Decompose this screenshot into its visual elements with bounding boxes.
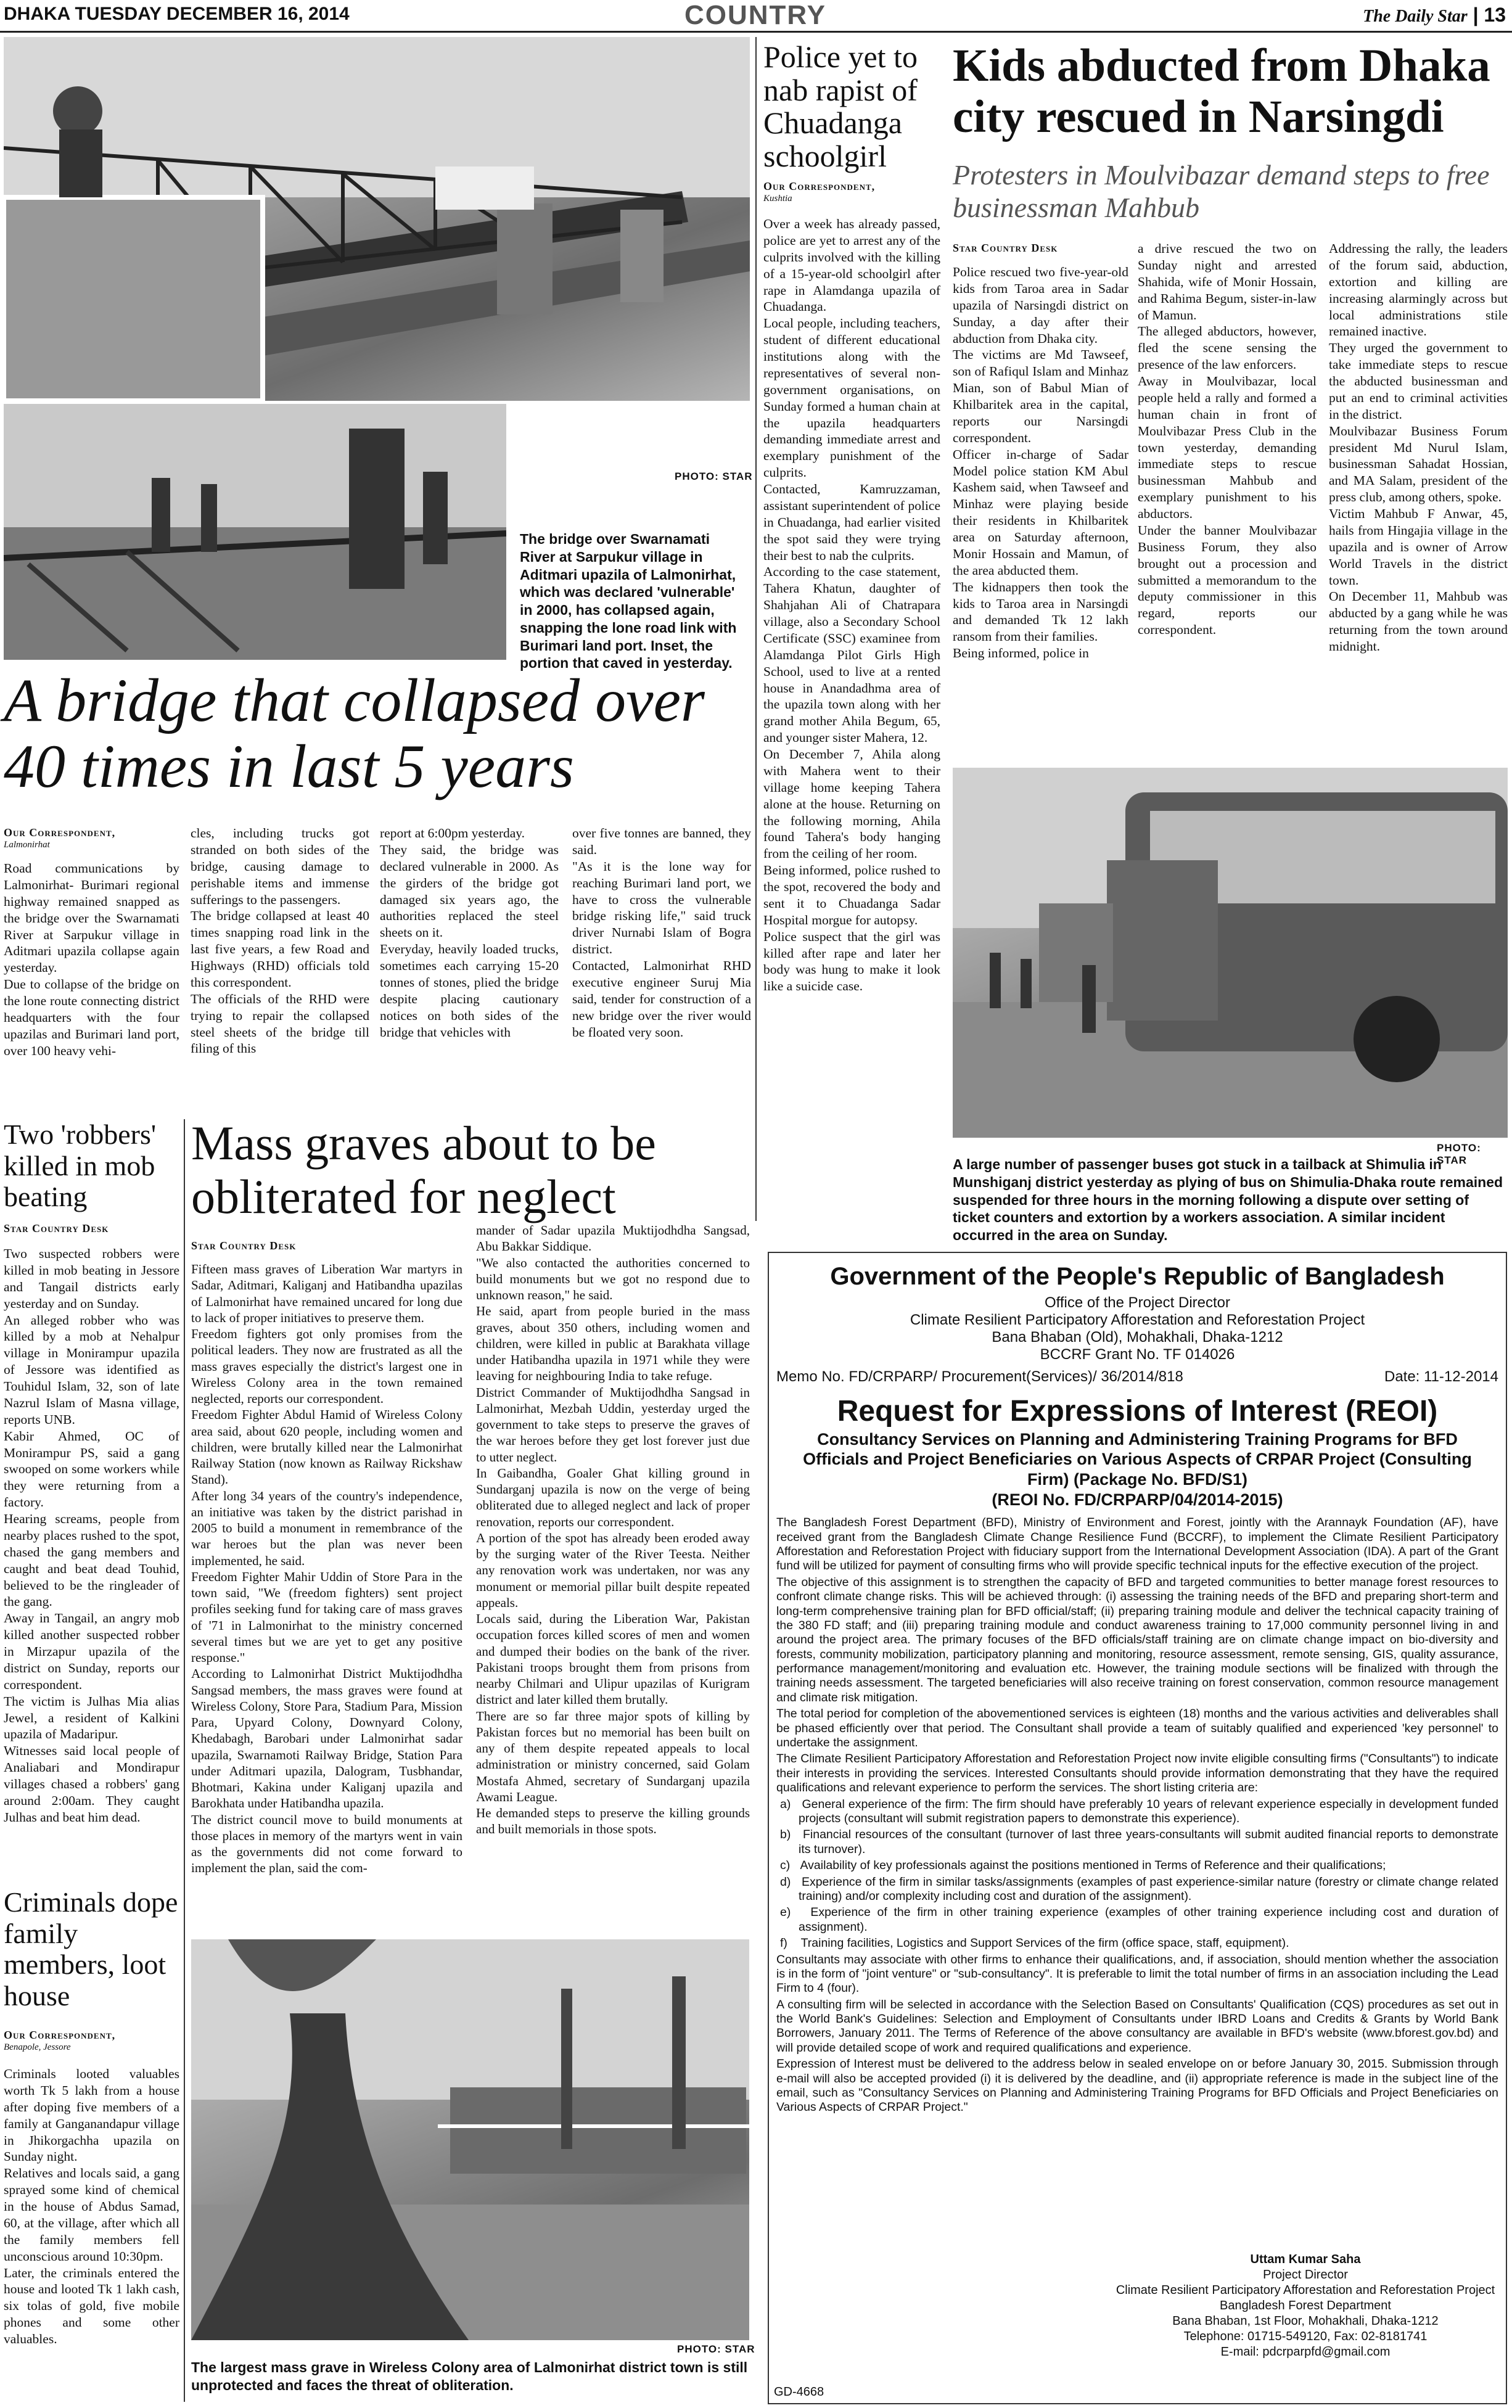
graves-headline: Mass graves about to be obliterated for neglect bbox=[191, 1116, 656, 1224]
rapist-headline: Police yet to nab rapist of Chuadanga schoolgirl bbox=[763, 39, 918, 173]
ad-reoi-number: (REOI No. FD/CRPARP/04/2014-2015) bbox=[992, 1490, 1283, 1510]
ad-sign-email: E-mail: pdcrparpfd@gmail.com bbox=[1220, 2345, 1391, 2359]
robbers-byline: Star Country Desk bbox=[4, 1222, 109, 1235]
kids-headline: Kids abducted from Dhaka city rescued in Narsingdi bbox=[953, 40, 1490, 142]
bridge-body-col4: over five tonnes are banned, they said. "As it is the lone way for reaching Burimari land port, we have to cross the vulnerable bridge risking life," said truck driver Nurnabi Islam of Bogra district. Contacted, Lalmonirhat RHD executive engineer Suruj Mia said, tender for construction of a new bridge over the river would be floated very soon. bbox=[572, 826, 751, 1040]
ad-project: Climate Resilient Participatory Afforestation and Reforestation Project bbox=[910, 1312, 1365, 1328]
ad-code: GD-4668 bbox=[774, 2385, 824, 2399]
ad-grant: BCCRF Grant No. TF 014026 bbox=[1040, 1346, 1235, 1363]
graves-body-col2: mander of Sadar upazila Muktijodhdha Sangsad, Abu Bakkar Siddique. "We also contacted the authorities concerned to build monuments but we got no respond due to unknown reason," he said. He said, apart from people buried in the mass graves, about 350 others, including women and children, were killed in public at Barakhata village under Hatibandha upazila in 1971 while they were leaving for neighbouring India to take refuge. District Commander of Muktijodhdha Sangsad in Lalmonirhat, Mezbah Uddin, yesterday urged the government to take steps to preserve the graves of the war heroes before they get lost forever just due to utter neglect. In Gaibandha, Goaler Ghat killing ground in Sundarganj upazila is now on the verge of being obliterated due to alleged neglect and lack of proper renovation, reports our correspondent. A portion of the spot has already been eroded away by the surging water of the River Teesta. Neither any renovation work was undertaken, nor was any monument or memorial pillar built despite repeated appeals. Locals said, during the Liberation War, Pakistan occupation forces killed scores of men and women and dumped their bodies on the bank of the river. Pakistani troops brought them from prisons from nearby Chilmari and Ulipur upazilas of Kurigram district and later killed them brutally. There are so far three major spots of killing by Pakistan forces but no memorial has been built on any of them despite repeated appeals to local administration or ministry concerned, said Golam Mostafa Ahmed, secretary of Sundarganj upazila Awami League. He demanded steps to preserve the killing grounds and built memorials in those spots. bbox=[476, 1223, 750, 1837]
ad-paragraph: A consulting firm will be selected in accordance with the Selection Based on Consultants' Qualification (CQS) procedures as set out in the World Bank's Guidelines: Selection and Employment of Consultants under IBRD Loans and Credits & Grants by World Bank Borrowers, January 2011. The Terms of Reference of the above consultancy are available in BFD's website (www.bforest.gov.bd) and will provide detailed scope of work and required qualifications and experience. bbox=[776, 1997, 1498, 2055]
ad-memo: Memo No. FD/CRPARP/ Procurement(Services)/ 36/2014/818 bbox=[776, 1368, 1183, 1385]
bridge-byline-location: Lalmonirhat bbox=[4, 840, 50, 850]
rapist-byline-location: Kushtia bbox=[763, 194, 792, 203]
bus-photo bbox=[953, 768, 1508, 1138]
ad-subtitle: Consultancy Services on Planning and Administering Training Programs for BFD Officials and Project Beneficiaries on Various Aspects of CRPAR Project (Consulting Firm) (Package No. BFD/S1) bbox=[803, 1430, 1472, 1489]
criminals-byline: Our Correspondent, bbox=[4, 2029, 116, 2041]
bridge-body-col3: report at 6:00pm yesterday. They said, the bridge was declared vulnerable in 2000. As the girders of the bridge got damaged six years ago, the authorities replaced the steel sheets on it. Everyday, heavily loaded trucks, sometimes each carrying 15-20 tonnes of stones, plied the bridge despite placing cautionary notices on both sides of the bridge that vehicles with bbox=[380, 826, 559, 1040]
bridge-body-col1: Road communications by Lalmonirhat- Burimari regional highway remained snapped as the bridge over the Swarnamati River at Sarpukur village in Aditmari upazila collapse again yesterday. Due to collapse of the bridge on the lone route connecting district headquarters with the four upazilas and Burimari land port, over 100 heavy vehi- bbox=[4, 861, 179, 1058]
kids-subhead: Protesters in Moulvibazar demand steps to free businessman Mahbub bbox=[953, 159, 1490, 223]
ad-sign-title: Project Director bbox=[1263, 2268, 1348, 2282]
ad-paragraph: Consultants may associate with other firms to enhance their qualifications, and, if association, should mention whether the association is in the form of "joint venture" or "sub-consultancy". It is preferable to limit the total number of firms in an association including the Lead Firm to 4 (four). bbox=[776, 1952, 1498, 1995]
criminals-byline-location: Benapole, Jessore bbox=[4, 2042, 71, 2052]
bridge-photo-credit: PHOTO: STAR bbox=[675, 471, 753, 482]
rapist-byline: Our Correspondent, bbox=[763, 180, 876, 192]
bridge-body-col2: cles, including trucks got stranded on both sides of the bridge, causing damage to perishable items and immense sufferings to the passengers. The bridge collapsed at least 40 times snapping road link in the last five years, a few Road and Highways (RHD) officials told this correspondent. The officials of the RHD were trying to repair the collapsed steel sheets of the bridge till filing of this bbox=[191, 826, 369, 1056]
robbers-headline: Two 'robbers' killed in mob beating bbox=[4, 1119, 157, 1213]
kids-body-col1: Police rescued two five-year-old kids from Taroa area in Sadar upazila of Narsingdi district on Sunday, a day after their abduction from Dhaka city. The victims are Md Tawseef, son of Rafiqul Islam and Minhaz Mian, son of Babul Mian of Khilbaritek area in the capital, reports our Narsingdi correspondent. Officer in-charge of Sadar Model police station KM Abul Kashem said, when Tawseef and Minhaz were playing beside their residents in Khilbaritek area on Saturday afternoon, Monir Hossain and Mamun, of the area abducted them. The kidnappers then took the kids to Taroa area in Narsingdi and demanded Tk 12 lakh ransom from their families. Being informed, police in bbox=[953, 265, 1128, 661]
bridge-photo-caption: The bridge over Swarnamati River at Sarpukur village in Aditmari upazila of Lalmonirhat, which was declared 'vulnerable' in 2000, has collapsed again, snapping the lone road link with Burimari land port. Inset, the portion that caved in yesterday. bbox=[520, 531, 737, 672]
reoi-advertisement bbox=[768, 1252, 1507, 2404]
bridge-headline: A bridge that collapsed over 40 times in last 5 years bbox=[4, 666, 705, 800]
ad-paragraph: The Climate Resilient Participatory Afforestation and Reforestation Project now invite eligible consulting firms ("Consultants") to indicate their interests in providing the services. Interested Consultants should provide information demonstrating that they have the required qualifications and relevant experience to perform the services. The short listing criteria are: bbox=[776, 1752, 1498, 1795]
ad-criteria-item: a) General experience of the firm: The firm should have preferably 10 years of relevant experience especially in development funded projects (consultant will submit registration papers to demonstrate this experience). bbox=[780, 1797, 1498, 1825]
bus-photo-credit: PHOTO: STAR bbox=[1437, 1142, 1481, 1166]
ad-criteria-item: f) Training facilities, Logistics and Support Services of the firm (office space, staff, equipment). bbox=[780, 1936, 1289, 1950]
masthead-date: DHAKA TUESDAY DECEMBER 16, 2014 bbox=[4, 4, 350, 24]
ad-paragraph: The Bangladesh Forest Department (BFD), Ministry of Environment and Forest, jointly with the Arannayk Foundation (AF), have received grant from the Bangladesh Climate Change Resilience Fund (BCCRF), to implement the Climate Resilient Participatory Afforestation and Reforestation Project with fiduciary support from the International Development Association (IDA). A part of the Grant fund will be utilized for payment of consulting firms who will provide specific technical inputs for the effective execution of the project. bbox=[776, 1516, 1498, 1573]
graves-byline: Star Country Desk bbox=[191, 1239, 297, 1252]
kids-body-col3: Addressing the rally, the leaders of the forum said, abduction, extortion and killing are increasing alarmingly across but local administrations stile remained inactive. They urged the government to take immediate steps to rescue the abducted businessman and put an end to criminal activities in the district. Moulvibazar Business Forum president Md Nurul Islam, businessman Sahadat Hossian, and MA Salam, president of the press club, among others, spoke. Victim Mahbub F Anwar, 45, hails from Hingajia village in the upazila and is owner of Arrow World Travels in the district town. On December 11, Mahbub was abducted by a gang while he was returning from the town around midnight. bbox=[1329, 241, 1508, 654]
page-number: 13 bbox=[1484, 4, 1506, 26]
column-divider bbox=[755, 37, 757, 1221]
grave-photo-credit: PHOTO: STAR bbox=[677, 2343, 755, 2355]
robbers-body: Two suspected robbers were killed in mob beating in Jessore and Tangail districts early yesterday and on Sunday. An alleged robber who was killed by a mob at Nehalpur village in Monirampur upazila of Jessore was identified as Touhidul Islam, 32, son of late Nazrul Islam of Masna village, reports UNB. Kabir Ahmed, OC of Monirampur PS, said a gang swooped on some workers while they were returning from a factory. Hearing screams, people from nearby places rushed to the spot, chased the gang members and caught and beat dead Touhid, believed to be the ringleader of the gang. Away in Tangail, an angry mob killed another suspected robber in Mirzapur upazila of the district on Sunday, reports our correspondent. The victim is Julhas Mia alias Jewel, a resident of Kalkini upazila of Madaripur. Witnesses said local people of Analiabari and Mondirapur villages chased a robbers' gang around 2:00am. They caught Julhas and beat him dead. bbox=[4, 1246, 179, 1825]
criminals-headline: Criminals dope family members, loot house bbox=[4, 1886, 178, 2011]
ad-sign-phone: Telephone: 01715-549120, Fax: 02-8181741 bbox=[1183, 2330, 1428, 2343]
ad-sign-dept: Bangladesh Forest Department bbox=[1220, 2299, 1391, 2312]
ad-criteria-item: c) Availability of key professionals against the positions mentioned in Terms of Reference and their qualifications; bbox=[780, 1859, 1386, 1873]
ad-sign-address: Bana Bhaban, 1st Floor, Mohakhali, Dhaka-1212 bbox=[1172, 2314, 1439, 2328]
ad-criteria-item: e) Experience of the firm in other training experience (examples of other training experience including cost and duration of assignment). bbox=[780, 1905, 1498, 1934]
ad-paragraph: The total period for completion of the abovementioned services is eighteen (18) months and the various activities and deliverables shall be phased efficiently over that period. The Consultant shall provide a team of suitably qualified and experienced 'key personnel' to undertake the assignment. bbox=[776, 1707, 1498, 1750]
criminals-body: Criminals looted valuables worth Tk 5 lakh from a house after doping five members of a family at Ganganandapur village in Jhikorgachha upazila on Sunday night. Relatives and locals said, a gang sprayed some kind of chemical in the house of Abdus Samad, 60, at the village, after which all the family members fell unconscious around 10:30pm. Later, the criminals entered the house and looted Tk 1 lakh cash, six tolas of gold, five mobile phones and some other valuables. bbox=[4, 2066, 179, 2346]
column-divider bbox=[184, 1119, 185, 2402]
bus-photo-caption: A large number of passenger buses got stuck in a tailback at Shimulia in Munshiganj district yesterday as plying of bus on Shimulia-Dhaka route remained suspended for three hours in the morning following a dispute over setting of ticket counters and extortion by a workers association. A similar incident occurred in the area on Sunday. bbox=[953, 1156, 1503, 1243]
ad-government: Government of the People's Republic of Bangladesh bbox=[830, 1263, 1445, 1290]
ad-office: Office of the Project Director bbox=[1044, 1294, 1230, 1311]
graves-body-col1: Fifteen mass graves of Liberation War martyrs in Sadar, Aditmari, Kaliganj and Hatibandha upazilas of Lalmonirhat have remained uncared for long due to lack of proper initiatives to preserve them. Freedom fighters got only promises from the political leaders. They now are frustrated as all the mass graves especially the district's largest one in Wireless Colony area in the town remained neglected, reports our correspondent. Freedom Fighter Abdul Hamid of Wireless Colony area said, about 620 people, including women and children, were brutally killed near the Lalmonirhat Railway Station (now known as Railway Rickshaw Stand). After long 34 years of the country's independence, an initiative was taken by the district parishad in 2005 to build a monument in remembrance of the war heroes but the plan was never been implemented, he said. Freedom Fighter Mahir Uddin of Store Para in the town said, "We (freedom fighters) sent project profiles seeking fund for taking care of mass graves of '71 in Lalmonirhat to the ministry concerned several times but we are yet to get any positive response." According to Lalmonirhat District Muktijodhdha Sangsad members, the mass graves were found at Wireless Colony, Store Para, Stadium Para, Mission Para, Upyard Colony, Downyard Colony, Khedabagh, Barobari under Lalmonirhat sadar upazila, Swarnamoti Railway Bridge, Station Para under Aditmari upazila, Dalogram, Tusbhandar, Bhotmari, Kakina under Kaliganj upazila and Barokhata under Hatibandha upazila. The district council move to build monuments at those places in memory of the martyrs went in vain as the governments did not come forward to implement the plan, said the com- bbox=[191, 1262, 462, 1876]
bridge-photo bbox=[4, 37, 750, 401]
ad-criteria-item: d) Experience of the firm in similar tasks/assignments (examples of past experience-similar nature (forestry or climate change related training) and/or complexity including cost and duration of the assignment). bbox=[780, 1875, 1498, 1903]
ad-date: Date: 11-12-2014 bbox=[1384, 1368, 1498, 1385]
kids-body-col2: a drive rescued the two on Sunday night and arrested Shahida, wife of Monir Hossain, and Rahima Begum, sister-in-law of Mamun. The alleged abductors, however, fled the scene sensing the presence of the law enforcers. Away in Moulvibazar, local people held a rally and formed a human chain in front of Moulvibazar Press Club in the town yesterday, demanding immediate steps to rescue businessman Mahbub and exemplary punishment to his abductors. Under the banner Moulvibazar Business Forum, they also brought out a procession and submitted a memorandum to the deputy commissioner in this regard, reports our correspondent. bbox=[1138, 241, 1317, 638]
ad-sign-project: Climate Resilient Participatory Afforestation and Reforestation Project bbox=[1116, 2283, 1495, 2297]
ad-sign-name: Uttam Kumar Saha bbox=[1250, 2253, 1361, 2266]
ad-paragraph: Expression of Interest must be delivered to the address below in sealed envelope on or before January 30, 2015. Submission through e-mail will also be accepted provided (i) it is delivered by the deadline, and (ii) appropriate reference is made in the subject line of the email, such as "Consultancy Services on Planning and Administering Training Programs for BFD Officials and Project Beneficiaries on Various Aspects of CRPAR Project." bbox=[776, 2057, 1498, 2114]
ad-criteria-item: b) Financial resources of the consultant (turnover of last three years-consultants will submit audited financial reports to demonstrate its turnover). bbox=[780, 1828, 1498, 1856]
bridge-inset-photo bbox=[4, 404, 506, 660]
rapist-body: Over a week has already passed, police are yet to arrest any of the culprits involved with the killing of a 15-year-old schoolgirl after rape in Alamdanga upazila of Chuadanga. Local people, including teachers, student of different educational institutions along with the representatives of several non-government organisations, on Sunday formed a human chain at the upazila headquarters demanding immediate arrest and exemplary punishment of the culprits. Contacted, Kamruzzaman, assistant superintendent of police in Chuadanga, had earlier visited the spot said they were trying their best to nab the culprits. According to the case statement, Tahera Khatun, daughter of Shahjahan Ali of Chatrapara village, also a Secondary School Certificate (SSC) examinee from Alamdanga Pilot Girls High School, used to live at a rented house in Anandadhma area of the upazila town along with her grand mother Ahila Begum, 65, and younger sister Mahera, 12. On December 7, Ahila along with Mahera went to their village home keeping Tahera alone at the house. Returning on the following morning, Ahila found Tahera's body hanging from the ceiling of her room. Being informed, police rushed to the spot, recovered the body and sent it to Chuadanga Sadar Hospital morgue for autopsy. Police suspect that the girl was killed after rape and later her body was hung to make it look like a suicide case. bbox=[763, 216, 940, 994]
grave-photo bbox=[191, 1939, 749, 2340]
ad-paragraph: The objective of this assignment is to strengthen the capacity of BFD and targeted communities to better manage forest resources to confront climate change risks. This will be achieved through: (i) assessing the training needs of the BFD and preparing short-term and long-term comprehensive training plan for BFD official/staff; (ii) preparing training module and deliver the technical capacity training of the 380 FD staff; and (iii) preparing training module and conduct awareness training to 17,000 community personnel living in and around the project area. The primary focuses of the BFD officials/staff training are on climate change impact on bio-diversity and forests, community mobilization, participatory planning and monitoring, resource assessment, remote sensing, GIS, quality assurance, performance management/monitoring and evaluation etc. However, the training module sections will be finalized with through the training needs assessment. The targeted beneficiaries will also receive training on forest conservation, common resource management and climate risk mitigation. bbox=[776, 1575, 1498, 1704]
section-title: COUNTRY bbox=[684, 0, 826, 30]
ad-address: Bana Bhaban (Old), Mohakhali, Dhaka-1212 bbox=[992, 1329, 1283, 1346]
kids-byline: Star Country Desk bbox=[953, 242, 1058, 254]
brand-logo: The Daily Star bbox=[1363, 7, 1468, 26]
masthead-brand: The Daily Star | 13 bbox=[1363, 4, 1506, 26]
bridge-byline: Our Correspondent, bbox=[4, 826, 116, 839]
ad-title: Request for Expressions of Interest (REOI) bbox=[837, 1395, 1438, 1428]
ad-signature-block bbox=[1114, 2252, 1497, 2360]
masthead bbox=[0, 0, 1512, 33]
grave-photo-caption: The largest mass grave in Wireless Colony area of Lalmonirhat district town is still unprotected and faces the threat of obliteration. bbox=[191, 2359, 748, 2393]
